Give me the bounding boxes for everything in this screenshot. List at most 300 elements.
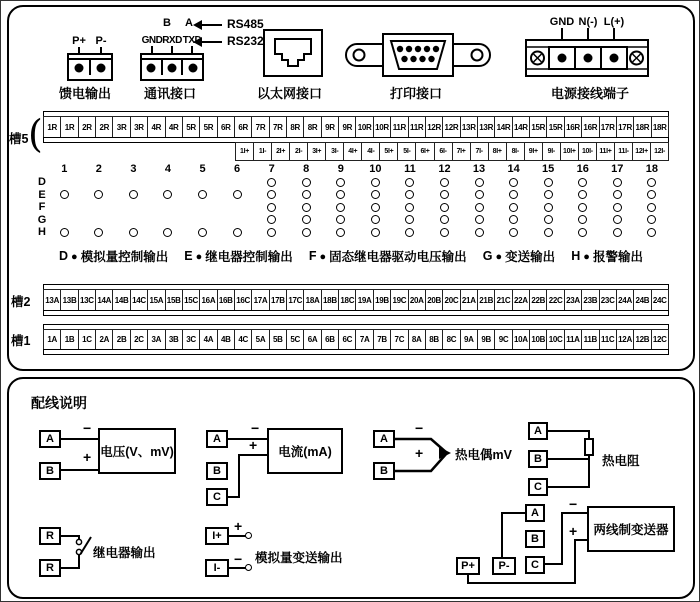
matrix-slot xyxy=(475,189,484,202)
legend-text: 模拟量控制输出 xyxy=(80,250,169,264)
column-number: 16 xyxy=(576,163,589,175)
wire xyxy=(588,430,590,438)
terminal-cell: 3A xyxy=(148,330,164,349)
terminal-cell: 4R xyxy=(148,117,164,137)
matrix-row-label: F xyxy=(38,201,46,213)
plus-sign: + xyxy=(415,445,424,461)
terminal-cell: 8I- xyxy=(507,143,524,160)
legend-key: G ● xyxy=(483,249,505,263)
terminal-cell: 1C xyxy=(79,330,95,349)
terminal-cell: 1R xyxy=(44,117,60,137)
indicator-circle xyxy=(198,228,207,237)
matrix-slot xyxy=(440,176,449,189)
minus-sign: − xyxy=(83,420,92,436)
terminal-cell: 4I- xyxy=(362,143,379,160)
matrix-slot xyxy=(405,214,414,227)
indicator-circle xyxy=(336,215,345,224)
wiring-guide-title: 配线说明 xyxy=(31,395,87,411)
terminal-cell: 1R xyxy=(61,117,77,137)
terminal-cell: 16A xyxy=(200,290,216,310)
legend-key: E ● xyxy=(184,249,205,263)
terminal-cell: 23C xyxy=(600,290,616,310)
matrix-slot xyxy=(233,226,242,239)
wire xyxy=(61,469,98,471)
thermocouple-arrow-icon xyxy=(395,431,453,477)
screw-terminal xyxy=(142,60,163,75)
indicator-circle xyxy=(509,228,518,237)
channel-indicator-matrix xyxy=(47,163,669,239)
voltage-input-box: 电压(V、mV) xyxy=(98,428,176,474)
indicator-circle xyxy=(578,190,587,199)
matrix-slot xyxy=(405,226,414,239)
matrix-slot xyxy=(267,226,276,239)
plus-sign: + xyxy=(234,518,243,534)
terminal-cell: 2I+ xyxy=(272,143,289,160)
terminal-cell: 6R xyxy=(235,117,251,137)
terminal-cell: 21C xyxy=(495,290,511,310)
terminal-cell: 6I- xyxy=(435,143,452,160)
indicator-circle xyxy=(578,228,587,237)
legend-text: 继电器控制输出 xyxy=(205,250,293,264)
terminal-cell: 16R xyxy=(565,117,581,137)
matrix-slot xyxy=(475,201,484,214)
terminal-box-r2: R xyxy=(39,559,61,577)
terminal-cell: 17B xyxy=(270,290,286,310)
analog-output-label: 模拟量变送输出 xyxy=(255,551,343,565)
terminal-cell: 7C xyxy=(391,330,407,349)
indicator-circle xyxy=(94,190,103,199)
terminal-box-a: A xyxy=(206,430,228,448)
matrix-slot xyxy=(647,189,656,202)
wire xyxy=(501,512,503,557)
matrix-column xyxy=(565,163,600,239)
indicator-circle xyxy=(509,190,518,199)
matrix-slot xyxy=(544,214,553,227)
open-terminal-icon xyxy=(245,532,252,539)
terminal-cell: 5I- xyxy=(398,143,415,160)
terminal-cell: 8I+ xyxy=(489,143,506,160)
terminal-cell: 7A xyxy=(356,330,372,349)
indicator-circle xyxy=(613,228,622,237)
slot5-current-terminal-row xyxy=(235,142,669,161)
slot5-relay-terminal-row xyxy=(43,116,669,138)
matrix-row-label: E xyxy=(38,188,46,201)
wire xyxy=(238,454,240,498)
screw-terminal xyxy=(69,60,91,75)
column-number: 1 xyxy=(61,163,68,175)
terminal-cell: 5R xyxy=(200,117,216,137)
terminal-box-b: B xyxy=(528,450,548,468)
matrix-column xyxy=(635,163,670,239)
indicator-circle xyxy=(336,178,345,187)
terminal-cell: 10R xyxy=(374,117,390,137)
wire xyxy=(588,458,590,488)
slot1-label: 槽1 xyxy=(11,334,31,348)
indicator-circle xyxy=(509,215,518,224)
minus-sign: − xyxy=(251,420,260,436)
terminal-cell: 14R xyxy=(495,117,511,137)
indicator-circle xyxy=(509,178,518,187)
rs485-label: RS485 xyxy=(227,17,264,31)
matrix-column xyxy=(151,163,186,239)
current-input-box: 电流(mA) xyxy=(267,428,343,474)
wire xyxy=(467,582,576,584)
terminal-cell: 5I+ xyxy=(380,143,397,160)
matrix-slot xyxy=(613,201,622,214)
pin-label-p-plus: P+ xyxy=(72,35,86,47)
terminal-cell: 24A xyxy=(617,290,633,310)
wire xyxy=(229,567,246,569)
terminal-cell: 13R xyxy=(478,117,494,137)
indicator-circle xyxy=(613,178,622,187)
matrix-slot xyxy=(647,201,656,214)
terminal-strip-bar xyxy=(43,310,669,316)
feed-terminal-block xyxy=(67,53,113,81)
terminal-cell: 6A xyxy=(304,330,320,349)
terminal-cell: 15A xyxy=(148,290,164,310)
terminal-cell: 16C xyxy=(235,290,251,310)
terminal-cell: 5B xyxy=(270,330,286,349)
indicator-circle xyxy=(129,190,138,199)
terminal-cell: 10C xyxy=(547,330,563,349)
indicator-circle xyxy=(163,228,172,237)
matrix-slot xyxy=(405,189,414,202)
matrix-slot xyxy=(647,214,656,227)
indicator-circle xyxy=(647,190,656,199)
matrix-slot xyxy=(371,226,380,239)
matrix-slot xyxy=(613,176,622,189)
matrix-slot xyxy=(475,214,484,227)
terminal-cell: 10B xyxy=(530,330,546,349)
wire xyxy=(467,575,469,584)
indicator-circle xyxy=(475,178,484,187)
slot1-terminal-row xyxy=(43,329,669,350)
plus-sign: + xyxy=(249,437,258,453)
matrix-slot xyxy=(647,176,656,189)
matrix-slot xyxy=(302,201,311,214)
terminal-cell: 9C xyxy=(495,330,511,349)
terminal-cell: 6C xyxy=(339,330,355,349)
terminal-cell: 6B xyxy=(322,330,338,349)
terminal-cell: 11B xyxy=(582,330,598,349)
terminal-cell: 14R xyxy=(513,117,529,137)
terminal-cell: 15B xyxy=(166,290,182,310)
matrix-column xyxy=(47,163,82,239)
legend-item xyxy=(59,247,168,265)
indicator-circle xyxy=(405,228,414,237)
indicator-circle xyxy=(647,178,656,187)
minus-sign: − xyxy=(234,551,243,567)
legend-item xyxy=(483,247,555,265)
terminal-cell: 16B xyxy=(218,290,234,310)
matrix-slot xyxy=(198,189,207,202)
terminal-cell: 10A xyxy=(513,330,529,349)
terminal-cell: 1B xyxy=(61,330,77,349)
column-number: 6 xyxy=(234,163,241,175)
matrix-slot xyxy=(267,214,276,227)
terminal-cell: 1I- xyxy=(254,143,271,160)
terminal-cell: 4B xyxy=(218,330,234,349)
screw-icon xyxy=(75,64,84,73)
terminal-cell: 19C xyxy=(391,290,407,310)
matrix-slot xyxy=(302,226,311,239)
terminal-cell: 17C xyxy=(287,290,303,310)
matrix-slot xyxy=(371,189,380,202)
matrix-slot xyxy=(336,201,345,214)
wire xyxy=(548,458,590,460)
matrix-row-label: H xyxy=(38,226,46,238)
screw-terminal xyxy=(163,60,184,75)
terminal-cell: 19B xyxy=(374,290,390,310)
indicator-circle xyxy=(544,178,553,187)
terminal-box-b: B xyxy=(206,462,228,480)
indicator-circle xyxy=(267,178,276,187)
indicator-circle xyxy=(302,215,311,224)
terminal-cell: 9I- xyxy=(543,143,560,160)
terminal-cell: 6R xyxy=(218,117,234,137)
indicator-circle xyxy=(267,215,276,224)
wire xyxy=(574,539,576,584)
terminal-cell: 1I+ xyxy=(236,143,253,160)
legend-text: 变送输出 xyxy=(505,250,556,264)
two-wire-transmitter-box: 两线制变送器 xyxy=(587,506,675,552)
terminal-cell: 24C xyxy=(652,290,668,310)
terminal-cell: 13B xyxy=(61,290,77,310)
indicator-circle xyxy=(440,190,449,199)
column-number: 17 xyxy=(611,163,624,175)
terminal-cell: 11R xyxy=(409,117,425,137)
column-number: 4 xyxy=(164,163,172,175)
indicator-circle xyxy=(60,228,69,237)
pin-label-gnd: GND xyxy=(141,35,163,46)
rs485-arrow-icon xyxy=(202,24,222,26)
matrix-column xyxy=(254,163,289,239)
ethernet-port-label: 以太网接口 xyxy=(257,86,323,101)
matrix-column xyxy=(324,163,359,239)
matrix-slot xyxy=(578,176,587,189)
indicator-circle xyxy=(475,190,484,199)
terminal-cell: 3R xyxy=(113,117,129,137)
terminal-cell: 11C xyxy=(600,330,616,349)
indicator-circle xyxy=(94,228,103,237)
terminal-cell: 8B xyxy=(426,330,442,349)
terminal-cell: 23A xyxy=(565,290,581,310)
matrix-slot xyxy=(267,189,276,202)
matrix-slot xyxy=(509,226,518,239)
printer-port-label: 打印接口 xyxy=(390,86,443,101)
screw-terminal xyxy=(91,60,111,75)
matrix-slot xyxy=(475,226,484,239)
matrix-row-label: G xyxy=(37,213,47,226)
terminal-cell: 7B xyxy=(374,330,390,349)
terminal-cell: 18R xyxy=(634,117,650,137)
legend-text: 报警输出 xyxy=(592,250,643,264)
terminal-cell: 22B xyxy=(530,290,546,310)
terminal-box-a: A xyxy=(39,430,61,448)
terminal-cell: 8A xyxy=(409,330,425,349)
indicator-legend xyxy=(59,247,643,265)
terminal-cell: 20B xyxy=(426,290,442,310)
column-number: 5 xyxy=(199,163,206,175)
terminal-cell: 3I+ xyxy=(308,143,325,160)
ethernet-port-icon xyxy=(263,29,323,77)
terminal-cell: 12C xyxy=(652,330,668,349)
matrix-slot xyxy=(509,176,518,189)
terminal-cell: 22A xyxy=(513,290,529,310)
terminal-cell: 16R xyxy=(582,117,598,137)
terminal-cell: 9R xyxy=(322,117,338,137)
rtd-label: 热电阻 xyxy=(602,454,640,468)
matrix-slot xyxy=(302,176,311,189)
matrix-slot xyxy=(371,201,380,214)
terminal-cell: 2C xyxy=(131,330,147,349)
wire xyxy=(238,454,267,456)
matrix-slot xyxy=(302,214,311,227)
legend-item xyxy=(571,247,643,265)
terminal-cell: 13A xyxy=(44,290,60,310)
pin-label-rxd: RXD xyxy=(162,35,182,46)
terminal-box-a: A xyxy=(525,504,545,522)
terminal-cell: 18A xyxy=(304,290,320,310)
terminal-cell: 1A xyxy=(44,330,60,349)
terminal-box-b: B xyxy=(525,530,545,548)
terminal-cell: 24B xyxy=(634,290,650,310)
terminal-cell: 7R xyxy=(252,117,268,137)
screw-icon xyxy=(188,64,197,73)
indicator-circle xyxy=(163,190,172,199)
matrix-slot xyxy=(336,214,345,227)
indicator-circle xyxy=(647,215,656,224)
matrix-slot xyxy=(267,201,276,214)
terminal-cell: 21A xyxy=(461,290,477,310)
terminal-cell: 7I+ xyxy=(453,143,470,160)
matrix-slot xyxy=(60,226,69,239)
wire xyxy=(61,438,98,440)
indicator-circle xyxy=(198,190,207,199)
matrix-slot xyxy=(405,201,414,214)
column-number: 2 xyxy=(95,163,102,175)
matrix-slot xyxy=(440,226,449,239)
matrix-slot xyxy=(440,201,449,214)
matrix-slot xyxy=(613,214,622,227)
matrix-slot xyxy=(267,176,276,189)
terminal-cell: 17R xyxy=(600,117,616,137)
terminal-cell: 5C xyxy=(287,330,303,349)
matrix-slot xyxy=(94,226,103,239)
matrix-slot xyxy=(163,226,172,239)
terminal-cell: 12B xyxy=(634,330,650,349)
terminal-cell: 14B xyxy=(113,290,129,310)
legend-text: 固态继电器驱动电压输出 xyxy=(329,250,467,264)
terminal-cell: 13C xyxy=(79,290,95,310)
indicator-circle xyxy=(544,190,553,199)
slot2-terminal-row xyxy=(43,289,669,311)
matrix-slot xyxy=(371,176,380,189)
matrix-slot xyxy=(578,201,587,214)
terminal-cell: 2R xyxy=(96,117,112,137)
indicator-circle xyxy=(267,203,276,212)
terminal-cell: 9A xyxy=(461,330,477,349)
matrix-slot xyxy=(544,189,553,202)
screw-icon xyxy=(168,64,177,73)
terminal-cell: 18C xyxy=(339,290,355,310)
indicator-circle xyxy=(336,190,345,199)
terminal-cell: 12I- xyxy=(651,143,668,160)
column-number: 10 xyxy=(369,163,382,175)
terminal-cell: 7R xyxy=(270,117,286,137)
terminal-cell: 9I+ xyxy=(525,143,542,160)
matrix-slot xyxy=(544,226,553,239)
matrix-slot xyxy=(302,189,311,202)
power-terminal-label: 电源接线端子 xyxy=(551,86,630,101)
matrix-slot xyxy=(613,226,622,239)
matrix-slot xyxy=(60,189,69,202)
matrix-column xyxy=(600,163,635,239)
wiring-guide-panel xyxy=(7,377,695,599)
indicator-circle xyxy=(371,203,380,212)
indicator-circle xyxy=(233,190,242,199)
matrix-slot xyxy=(440,214,449,227)
column-number: 8 xyxy=(303,163,310,175)
indicator-circle xyxy=(405,190,414,199)
indicator-circle xyxy=(267,190,276,199)
matrix-slot xyxy=(509,189,518,202)
matrix-slot xyxy=(163,189,172,202)
legend-item xyxy=(184,247,293,265)
indicator-circle xyxy=(302,190,311,199)
terminal-cell: 4R xyxy=(166,117,182,137)
indicator-circle xyxy=(647,203,656,212)
terminal-box-i-plus: I+ xyxy=(205,527,229,545)
matrix-row-label: D xyxy=(38,176,46,188)
column-number: 12 xyxy=(438,163,451,175)
matrix-slot xyxy=(233,189,242,202)
indicator-circle xyxy=(440,178,449,187)
indicator-circle xyxy=(405,178,414,187)
matrix-slot xyxy=(129,226,138,239)
indicator-circle xyxy=(129,228,138,237)
terminal-cell: 4I+ xyxy=(344,143,361,160)
terminal-cell: 2A xyxy=(96,330,112,349)
wire xyxy=(545,563,563,565)
terminal-cell: 5A xyxy=(252,330,268,349)
matrix-column xyxy=(427,163,462,239)
terminal-cell: 11A xyxy=(565,330,581,349)
indicator-circle xyxy=(544,215,553,224)
indicator-circle xyxy=(440,228,449,237)
slot5-label: 槽5 xyxy=(9,132,29,146)
terminal-box-b: B xyxy=(39,462,61,480)
terminal-cell: 15C xyxy=(183,290,199,310)
matrix-column xyxy=(462,163,497,239)
matrix-column xyxy=(358,163,393,239)
indicator-circle xyxy=(475,215,484,224)
matrix-slot xyxy=(371,214,380,227)
rs232-label: RS232 xyxy=(227,34,264,48)
column-number: 15 xyxy=(542,163,555,175)
pin-label-gnd-power: GND xyxy=(549,16,575,28)
terminal-cell: 12R xyxy=(426,117,442,137)
indicator-circle xyxy=(578,215,587,224)
terminal-cell: 12A xyxy=(617,330,633,349)
terminal-cell: 4C xyxy=(235,330,251,349)
terminal-cell: 9B xyxy=(478,330,494,349)
matrix-slot xyxy=(129,189,138,202)
matrix-column xyxy=(82,163,117,239)
terminal-cell: 5R xyxy=(183,117,199,137)
terminal-cell: 11I- xyxy=(615,143,632,160)
screw-terminal xyxy=(183,60,202,75)
